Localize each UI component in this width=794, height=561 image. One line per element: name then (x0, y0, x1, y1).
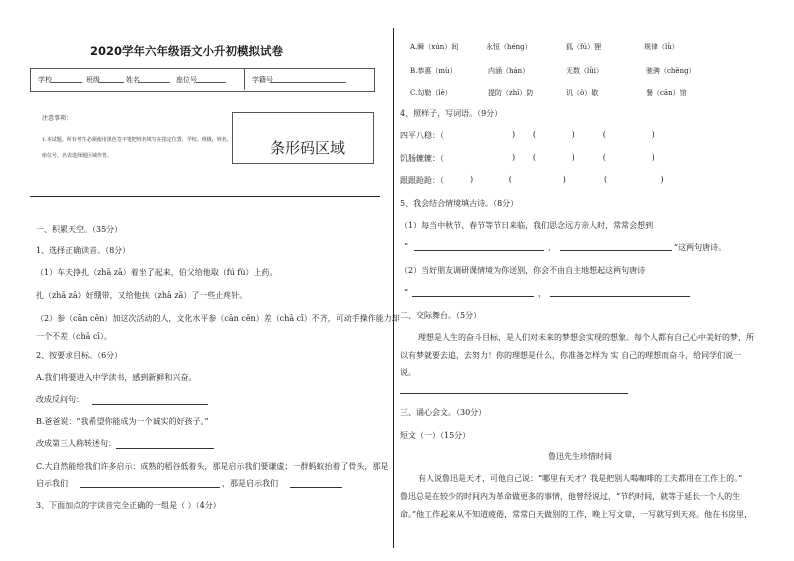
q2-c-blank-2[interactable] (290, 487, 342, 488)
q1-heading: 1、选择正确读音。（8分） (36, 246, 131, 255)
q5-1-end: ”这两句唐诗。 (674, 243, 727, 252)
page-fold-line (393, 28, 394, 548)
option-a-3: 狐（fú）狸 (566, 43, 602, 51)
notes-heading: 注意事项： (42, 115, 73, 122)
q2-c-blank-1[interactable] (80, 487, 220, 488)
student-id-field[interactable] (270, 82, 346, 83)
section-2-para-1: 理想是人生的奋斗目标，是人们对未来的梦想会实现的想象。每个人都有自己心中美好的梦，所 (418, 333, 754, 342)
option-c-3: 讥（ǒ）歇 (566, 89, 599, 97)
passage-line-2: 鲁迅总是在较少的时间内为革命做更多的事情，他曾经说过，“节约时间，就等于延长一个人的生 (400, 492, 741, 501)
passage-line-1: 有人说鲁迅是天才，可他自己说：“哪里有天才？我是把别人喝咖啡的工夫都用在工作上的。” (418, 474, 743, 483)
q2-c-line-2-b: ，那是启示我们 (222, 479, 278, 488)
section-3-heading: 三、诵心会文。（30分） (400, 408, 487, 417)
school-field[interactable] (50, 82, 82, 83)
notes-line-1: 1.本试题。所有考生必须使用黑色签字笔把姓名填写在指定位置，学校、班级、姓名、 (42, 137, 232, 143)
name-label: 姓名 (126, 76, 140, 84)
q5-1-comma: ， (548, 243, 556, 252)
q5-2-open-quote: “ (404, 288, 409, 297)
q2-c-line-1: C.大自然能给我们许多启示：成熟的稻谷低着头，那是启示我们要谦虚；一群蚂蚁抬着了骨头，那是 (36, 462, 389, 471)
q5-1-blank-1[interactable] (414, 250, 544, 251)
q4-row-2-blanks[interactable]: ) ( ) ( ) (512, 153, 655, 162)
q4-row-2 (400, 153, 444, 164)
option-a-2: 永恒（héng） (486, 43, 532, 51)
school-label: 学校 (38, 76, 52, 84)
passage-label: 短文（一）（15分） (400, 431, 471, 440)
q4-row-1-blanks[interactable]: ) ( ) ( ) (512, 130, 655, 139)
q2-b-answer-line[interactable] (116, 448, 214, 449)
option-b-2: 内涵（hán） (488, 67, 530, 75)
option-c-1: C.勾勒（lè） (410, 89, 452, 97)
q4-row-3-blanks[interactable]: ) ( ) ( ) (470, 175, 664, 184)
q2-b-answer-label: 改成第三人称转述句： (36, 439, 116, 448)
option-b-3: 无数（lǜi） (566, 67, 603, 75)
header-divider (30, 196, 380, 197)
q2-a-answer-label: 改成反问句： (36, 395, 84, 404)
q4-heading: 4、照样子，写词语。（9分） (400, 109, 503, 118)
exam-title: 2020学年六年级语文小升初模拟试卷 (90, 44, 284, 58)
q4-row-1-label: 四平八稳：（ (400, 131, 444, 140)
q5-1-blank-2[interactable] (560, 250, 672, 251)
q5-heading: 5、我会结合情境填古诗。（8分） (400, 199, 519, 208)
q4-row-3-label: 跟跟跄跄：（ (400, 176, 444, 185)
section-2-para-3: 说。 (400, 368, 416, 377)
q5-2-comma: ， (538, 289, 546, 298)
option-b-4: 驰骋（chěng） (646, 67, 696, 75)
option-b-1: B.恭惠（mù） (410, 67, 457, 75)
seat-label: 座位号 (176, 76, 197, 84)
q2-c-line-2-a: 启示我们 (36, 479, 68, 488)
q5-2-blank-1[interactable] (412, 296, 534, 297)
q2-heading: 2、按要求目标。（6分） (36, 351, 123, 360)
option-a-1: A.瞬（xún）间 (410, 43, 459, 51)
option-c-4: 餐（cān）馆 (646, 89, 687, 97)
option-a-4: 规律（lǜ） (644, 43, 679, 51)
student-id-label: 学籍号 (252, 76, 273, 84)
q1-line-3: （2）参（cān cēn）加这次活动的人，文化水平参（cān cēn）差（chā cī）不齐，可动手操作能力却 (36, 314, 400, 323)
q5-1-open-quote: “ (404, 242, 409, 251)
q1-line-4: 一个不差（chā cī）。 (36, 332, 112, 341)
option-c-2: 提防（zhī）防 (488, 89, 534, 97)
q4-row-3 (400, 175, 444, 186)
q5-1-prompt: （1）每当中秋节、春节等节日来临，我们思念远方亲人时，常常会想到 (400, 221, 654, 230)
class-field[interactable] (98, 82, 124, 83)
q1-line-2: 扎（zhā zā）好绷带，又给他扶（zhā zā）了一些止疼针。 (36, 291, 248, 300)
q2-a-answer-line[interactable] (92, 404, 208, 405)
seat-field[interactable] (196, 82, 226, 83)
box-divider (244, 68, 245, 90)
info-box (30, 68, 375, 92)
q2-b: B.爸爸说：“我希望你能成为一个诚实的好孩子。” (36, 417, 209, 426)
section-2-heading: 二、交际舞台。（5分） (400, 311, 482, 320)
barcode-label: 条形码区域 (270, 139, 346, 157)
passage-title: 鲁迅先生珍惜时间 (548, 452, 612, 461)
q2-a: A.我们将要进入中学读书，感到新鲜和兴奋。 (36, 373, 197, 382)
section-2-answer-line[interactable] (400, 393, 628, 394)
section-2-para-2: 以有梦就要去追，去努力！你的理想是什么，你准备怎样为 实 自己的理想而奋斗，给同学们说一 (400, 351, 742, 360)
q3-heading: 3、下面加点的字读音完全正确的一组是（ ）（4分） (36, 501, 221, 510)
q4-row-2-label: 饥肠辘辘：（ (400, 154, 444, 163)
class-label: 班级 (86, 76, 100, 84)
q4-row-1 (400, 130, 444, 141)
name-field[interactable] (138, 82, 170, 83)
notes-line-2: 座位号、名表选择题区域作答。 (42, 153, 113, 159)
q5-2-prompt: （2）当好朋友调研课情境为你送别，你会不由自主地想起这两句唐诗 (400, 266, 646, 275)
q5-2-blank-2[interactable] (550, 296, 690, 297)
q1-line-1: （1）车夫挣扎（zhā zā）着坐了起来，伯父给他取（fú fù）上药。 (36, 268, 278, 277)
passage-line-3: 命。”他工作起来从不知道疲倦，常常白天做别的工作，晚上写文章，一写就写到天亮。他在书房里， (400, 510, 753, 519)
section-1-heading: 一、积累天空。（35分） (36, 225, 123, 234)
